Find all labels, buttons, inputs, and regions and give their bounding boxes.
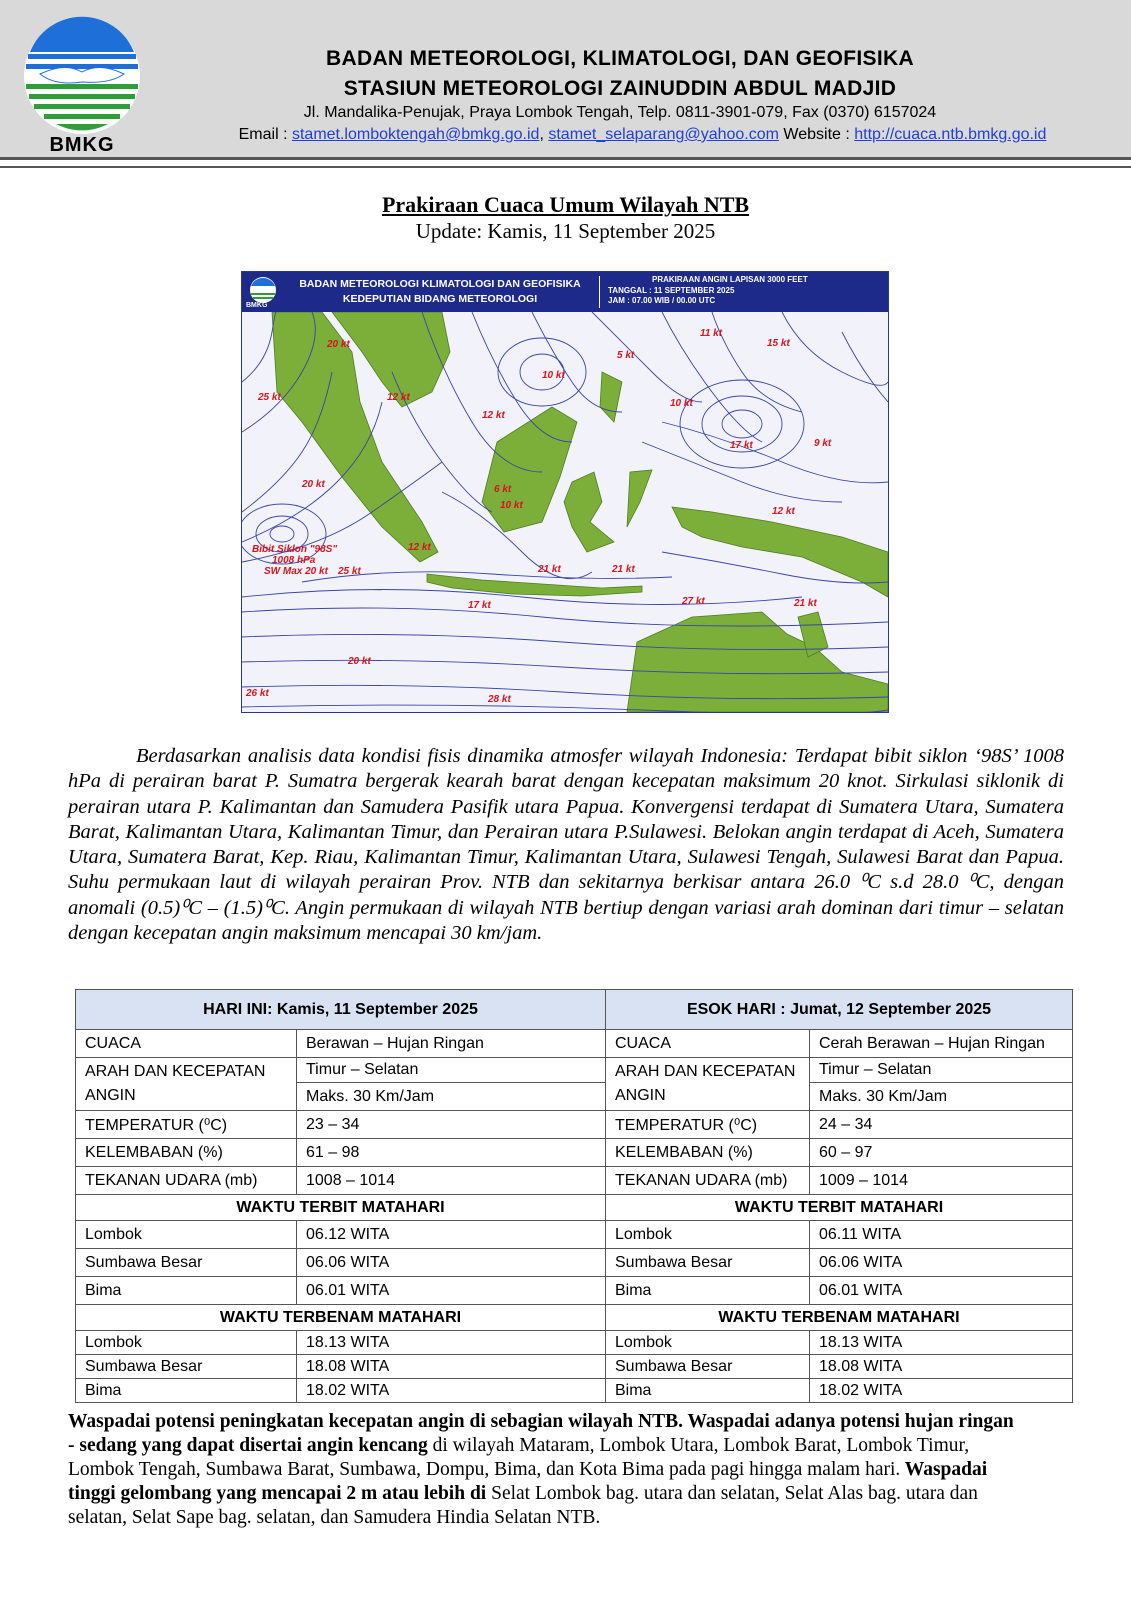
wind-label: 21 kt [612, 564, 635, 575]
map-time: JAM : 07.00 WIB / 00.00 UTC [608, 296, 716, 305]
humidity-label: KELEMBABAN (%) [606, 1139, 810, 1167]
today-weather: Berawan – Hujan Ringan [297, 1030, 606, 1058]
wind-label: 17 kt [468, 600, 491, 611]
warning-bold-2: Waspadai tinggi gelombang yang mencapai 2 m atau lebih di [68, 1459, 988, 1504]
tomorrow-heading: ESOK HARI : Jumat, 12 September 2025 [606, 990, 1073, 1030]
map-header [242, 272, 888, 312]
sunset-place: Bima [76, 1379, 297, 1403]
wind-label: 28 kt [488, 694, 511, 705]
sunrise-place: Lombok [606, 1221, 810, 1249]
map-forecast-title: PRAKIRAAN ANGIN LAPISAN 3000 FEET [652, 275, 808, 284]
sunrise-time: 06.12 WITA [297, 1221, 606, 1249]
map-header-line2: KEDEPUTIAN BIDANG METEOROLOGI [342, 293, 538, 305]
humidity-label: KELEMBABAN (%) [76, 1139, 297, 1167]
wind-label: 20 kt [348, 656, 371, 667]
wind-label-cell: ARAH DAN KECEPATAN ANGIN [76, 1058, 297, 1111]
wind-label: 20 kt [302, 479, 325, 490]
sunrise-place: Bima [606, 1277, 810, 1305]
sunset-time: 18.08 WITA [810, 1355, 1073, 1379]
header-rule [0, 166, 1131, 168]
wind-label: 12 kt [408, 542, 431, 553]
map-header-line1: BADAN METEOROLOGI KLIMATOLOGI DAN GEOFISIKA [299, 278, 581, 290]
wind-label: 21 kt [538, 564, 561, 575]
streamline-map [242, 312, 888, 712]
sunset-heading: WAKTU TERBENAM MATAHARI [606, 1305, 1073, 1331]
wind-label: 25 kt [258, 392, 281, 403]
sunset-time: 18.13 WITA [810, 1331, 1073, 1355]
update-date: Update: Kamis, 11 September 2025 [415, 219, 716, 243]
wind-label: 10 kt [670, 398, 693, 409]
sunset-place: Sumbawa Besar [606, 1355, 810, 1379]
wind-label: 20 kt [327, 339, 350, 350]
org-name: BADAN METEOROLOGI, KLIMATOLOGI, DAN GEOFISIKA [326, 47, 914, 70]
sunrise-place: Lombok [76, 1221, 297, 1249]
sunrise-place: Sumbawa Besar [76, 1249, 297, 1277]
temperature-label: TEMPERATUR (⁰C) [606, 1111, 810, 1139]
address: Jl. Mandalika-Penujak, Praya Lombok Tengah, Telp. 0811-3901-079, Fax (0370) 6157024 [303, 104, 937, 121]
tomorrow-pressure: 1009 – 1014 [810, 1167, 1073, 1195]
cyclone-pressure: 1008 hPa [272, 555, 316, 566]
sunset-time: 18.02 WITA [810, 1379, 1073, 1403]
sunrise-heading: WAKTU TERBIT MATAHARI [76, 1195, 606, 1221]
sunset-time: 18.13 WITA [297, 1331, 606, 1355]
wind-label: 27 kt [682, 596, 705, 607]
pressure-label: TEKANAN UDARA (mb) [76, 1167, 297, 1195]
email-link-1[interactable]: stamet.lomboktengah@bmkg.go.id [291, 126, 540, 143]
sunset-place: Lombok [606, 1331, 810, 1355]
weather-label: CUACA [76, 1030, 297, 1058]
map-logo-text: BMKG [246, 302, 268, 309]
wind-label-cell: ARAH DAN KECEPATAN ANGIN [606, 1058, 810, 1111]
today-temperature: 23 – 34 [297, 1111, 606, 1139]
map-date: TANGGAL : 11 SEPTEMBER 2025 [608, 286, 735, 295]
wind-label: 15 kt [767, 338, 790, 349]
tomorrow-weather: Cerah Berawan – Hujan Ringan [810, 1030, 1073, 1058]
email-label: Email : [238, 126, 288, 143]
sunrise-time: 06.06 WITA [297, 1249, 606, 1277]
today-wind-direction: Timur – Selatan [297, 1058, 606, 1083]
analysis-paragraph: Berdasarkan analisis data kondisi fisis dinamika atmosfer wilayah Indonesia: Terdapat bibit siklon ‘98S’ 1008 hPa di perairan barat P. Sumatra bergerak kearah barat dengan kecepatan maksimum 20 knot. Sirkulasi siklonik di perairan utara P. Kalimantan dan Samudera Pasifik utara Papua. Konvergensi terdapat di Sumatera Utara, Sumatera Barat, Kalimantan Utara, Kalimantan Timur, dan Perairan utara P.Sulawesi. Belokan angin terdapat di Aceh, Sumatera Utara, Sumatera Barat, Kep. Riau, Kalimantan Timur, Kalimantan Utara, Sulawesi Tengah, Sulawesi Barat dan Papua. Suhu permukaan laut di wilayah perairan Prov. NTB dan sekitarnya berkisar antara 26.0 ⁰C s.d 28.0 ⁰C, dengan anomali (0.5)⁰C – (1.5)⁰C. Angin permukaan di wilayah NTB bertiup dengan variasi arah dominan dari timur – selatan dengan kecepatan angin maksimum mencapai 30 km/jam. [68, 745, 1064, 945]
tomorrow-humidity: 60 – 97 [810, 1139, 1073, 1167]
wind-label: 17 kt [730, 440, 753, 451]
warning-bold-1: Waspadai potensi peningkatan kecepatan angin di sebagian wilayah NTB. Waspadai adanya potensi hujan ringan - sedang yang dapat disertai angin kencang [68, 1411, 1014, 1456]
wind-label: 10 kt [542, 370, 565, 381]
tomorrow-wind-direction: Timur – Selatan [810, 1058, 1073, 1083]
sunrise-place: Sumbawa Besar [606, 1249, 810, 1277]
map-body [242, 312, 888, 712]
temperature-label: TEMPERATUR (⁰C) [76, 1111, 297, 1139]
wind-label: 12 kt [772, 506, 795, 517]
sunrise-time: 06.11 WITA [810, 1221, 1073, 1249]
today-humidity: 61 – 98 [297, 1139, 606, 1167]
sunset-place: Bima [606, 1379, 810, 1403]
today-wind-speed: Maks. 30 Km/Jam [297, 1083, 606, 1111]
forecast-table [75, 989, 1073, 1403]
today-heading: HARI INI: Kamis, 11 September 2025 [76, 990, 606, 1030]
sunset-heading: WAKTU TERBENAM MATAHARI [76, 1305, 606, 1331]
tomorrow-temperature: 24 – 34 [810, 1111, 1073, 1139]
email-link-2[interactable]: stamet_selaparang@yahoo.com [548, 126, 779, 143]
pressure-label: TEKANAN UDARA (mb) [606, 1167, 810, 1195]
wind-label: 25 kt [338, 566, 361, 577]
wind-label: 10 kt [500, 500, 523, 511]
cyclone-max-wind: SW Max 20 kt [264, 566, 328, 577]
cyclone-label: Bibit Siklon "98S" [252, 544, 338, 555]
weather-label: CUACA [606, 1030, 810, 1058]
wind-label: 12 kt [482, 410, 505, 421]
map-header-divider [599, 276, 600, 308]
warning-text-1: di wilayah Mataram, Lombok Utara, Lombok Barat, Lombok Timur, Lombok Tengah, Sumbawa Barat, Sumbawa, Dompu, Bima, dan Kota Bima pada pagi hingga malam hari. [68, 1435, 970, 1480]
sunrise-time: 06.06 WITA [810, 1249, 1073, 1277]
letterhead [0, 0, 1131, 160]
sunrise-time: 06.01 WITA [297, 1277, 606, 1305]
document-title: Prakiraan Cuaca Umum Wilayah NTB [381, 192, 750, 217]
sunset-time: 18.08 WITA [297, 1355, 606, 1379]
sunrise-heading: WAKTU TERBIT MATAHARI [606, 1195, 1073, 1221]
sunset-time: 18.02 WITA [297, 1379, 606, 1403]
tomorrow-wind-speed: Maks. 30 Km/Jam [810, 1083, 1073, 1111]
sunset-place: Lombok [76, 1331, 297, 1355]
email-separator: , [539, 126, 544, 143]
website-link[interactable]: http://cuaca.ntb.bmkg.go.id [854, 126, 1047, 143]
warning-text-2: Selat Lombok bag. utara dan selatan, Selat Alas bag. utara dan selatan, Selat Sape bag. selatan, dan Samudera Hindia Selatan NTB. [68, 1483, 978, 1528]
logo-text: BMKG [49, 134, 115, 156]
contact-line [150, 126, 1131, 144]
wind-label: 6 kt [494, 484, 512, 495]
bmkg-logo [20, 12, 144, 154]
wind-label: 5 kt [617, 350, 635, 361]
wind-map [241, 271, 889, 713]
today-pressure: 1008 – 1014 [297, 1167, 606, 1195]
website-label: Website : [783, 126, 850, 143]
wind-label: 12 kt [387, 392, 410, 403]
wind-label: 11 kt [700, 328, 723, 339]
wind-label: 21 kt [794, 598, 817, 609]
wind-label: 9 kt [814, 438, 832, 449]
warning-paragraph [68, 1410, 1018, 1530]
wind-label: 26 kt [246, 688, 269, 699]
station-name: STASIUN METEOROLOGI ZAINUDDIN ABDUL MADJID [343, 77, 897, 100]
sunrise-place: Bima [76, 1277, 297, 1305]
sunset-place: Sumbawa Besar [76, 1355, 297, 1379]
sunrise-time: 06.01 WITA [810, 1277, 1073, 1305]
